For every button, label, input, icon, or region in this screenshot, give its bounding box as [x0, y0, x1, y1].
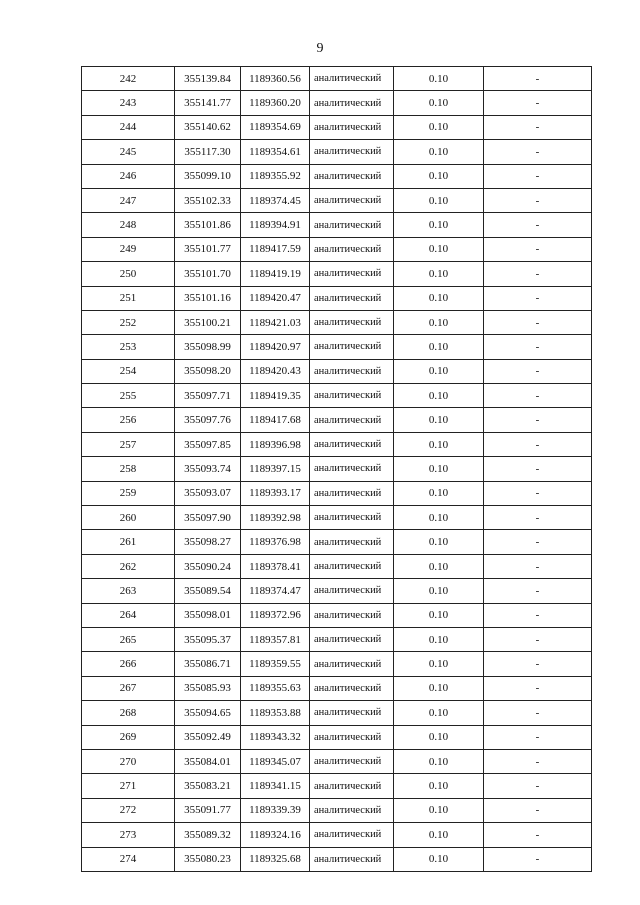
- table-row: [82, 140, 592, 164]
- y-coordinate-cell: 1189396.98: [241, 432, 310, 456]
- point-number-cell: 253: [82, 335, 175, 359]
- note-cell: -: [484, 579, 592, 603]
- table-row: [82, 701, 592, 725]
- point-number-cell: 264: [82, 603, 175, 627]
- point-number-cell: 257: [82, 432, 175, 456]
- point-number-cell: 251: [82, 286, 175, 310]
- accuracy-cell: 0.10: [394, 310, 484, 334]
- y-coordinate-cell: 1189374.45: [241, 188, 310, 212]
- x-coordinate-cell: 355098.20: [175, 359, 241, 383]
- x-coordinate-cell: 355102.33: [175, 188, 241, 212]
- note-cell: -: [484, 188, 592, 212]
- method-cell: аналитический: [310, 188, 394, 212]
- table-row: [82, 652, 592, 676]
- x-coordinate-cell: 355084.01: [175, 749, 241, 773]
- accuracy-cell: 0.10: [394, 384, 484, 408]
- y-coordinate-cell: 1189360.20: [241, 91, 310, 115]
- accuracy-cell: 0.10: [394, 408, 484, 432]
- coordinates-table: [81, 66, 592, 872]
- point-number-cell: 245: [82, 140, 175, 164]
- table-row: [82, 749, 592, 773]
- accuracy-cell: 0.10: [394, 262, 484, 286]
- y-coordinate-cell: 1189357.81: [241, 627, 310, 651]
- method-cell: аналитический: [310, 701, 394, 725]
- accuracy-cell: 0.10: [394, 481, 484, 505]
- accuracy-cell: 0.10: [394, 652, 484, 676]
- table-row: [82, 164, 592, 188]
- accuracy-cell: 0.10: [394, 749, 484, 773]
- table-row: [82, 506, 592, 530]
- method-cell: аналитический: [310, 237, 394, 261]
- note-cell: -: [484, 603, 592, 627]
- x-coordinate-cell: 355095.37: [175, 627, 241, 651]
- y-coordinate-cell: 1189378.41: [241, 554, 310, 578]
- y-coordinate-cell: 1189354.69: [241, 115, 310, 139]
- table-row: [82, 262, 592, 286]
- table-row: [82, 286, 592, 310]
- point-number-cell: 267: [82, 676, 175, 700]
- note-cell: -: [484, 91, 592, 115]
- accuracy-cell: 0.10: [394, 286, 484, 310]
- method-cell: аналитический: [310, 554, 394, 578]
- x-coordinate-cell: 355086.71: [175, 652, 241, 676]
- table-row: [82, 725, 592, 749]
- point-number-cell: 250: [82, 262, 175, 286]
- accuracy-cell: 0.10: [394, 603, 484, 627]
- point-number-cell: 248: [82, 213, 175, 237]
- note-cell: -: [484, 432, 592, 456]
- note-cell: -: [484, 310, 592, 334]
- point-number-cell: 272: [82, 798, 175, 822]
- accuracy-cell: 0.10: [394, 164, 484, 188]
- coordinates-table-body: [82, 67, 592, 872]
- note-cell: -: [484, 725, 592, 749]
- y-coordinate-cell: 1189394.91: [241, 213, 310, 237]
- method-cell: аналитический: [310, 481, 394, 505]
- method-cell: аналитический: [310, 140, 394, 164]
- note-cell: -: [484, 140, 592, 164]
- method-cell: аналитический: [310, 627, 394, 651]
- y-coordinate-cell: 1189420.43: [241, 359, 310, 383]
- accuracy-cell: 0.10: [394, 91, 484, 115]
- note-cell: -: [484, 652, 592, 676]
- method-cell: аналитический: [310, 823, 394, 847]
- note-cell: -: [484, 774, 592, 798]
- y-coordinate-cell: 1189339.39: [241, 798, 310, 822]
- table-row: [82, 579, 592, 603]
- note-cell: -: [484, 408, 592, 432]
- note-cell: -: [484, 115, 592, 139]
- y-coordinate-cell: 1189376.98: [241, 530, 310, 554]
- x-coordinate-cell: 355098.99: [175, 335, 241, 359]
- method-cell: аналитический: [310, 115, 394, 139]
- table-row: [82, 115, 592, 139]
- y-coordinate-cell: 1189392.98: [241, 506, 310, 530]
- point-number-cell: 262: [82, 554, 175, 578]
- x-coordinate-cell: 355093.07: [175, 481, 241, 505]
- y-coordinate-cell: 1189354.61: [241, 140, 310, 164]
- y-coordinate-cell: 1189420.47: [241, 286, 310, 310]
- table-row: [82, 798, 592, 822]
- note-cell: -: [484, 213, 592, 237]
- table-row: [82, 384, 592, 408]
- method-cell: аналитический: [310, 286, 394, 310]
- accuracy-cell: 0.10: [394, 725, 484, 749]
- accuracy-cell: 0.10: [394, 530, 484, 554]
- note-cell: -: [484, 164, 592, 188]
- x-coordinate-cell: 355139.84: [175, 67, 241, 91]
- note-cell: -: [484, 847, 592, 871]
- accuracy-cell: 0.10: [394, 115, 484, 139]
- y-coordinate-cell: 1189417.59: [241, 237, 310, 261]
- method-cell: аналитический: [310, 310, 394, 334]
- table-row: [82, 310, 592, 334]
- accuracy-cell: 0.10: [394, 359, 484, 383]
- note-cell: -: [484, 627, 592, 651]
- x-coordinate-cell: 355098.27: [175, 530, 241, 554]
- table-row: [82, 237, 592, 261]
- y-coordinate-cell: 1189355.63: [241, 676, 310, 700]
- table-row: [82, 774, 592, 798]
- method-cell: аналитический: [310, 676, 394, 700]
- method-cell: аналитический: [310, 774, 394, 798]
- method-cell: аналитический: [310, 506, 394, 530]
- method-cell: аналитический: [310, 457, 394, 481]
- x-coordinate-cell: 355098.01: [175, 603, 241, 627]
- x-coordinate-cell: 355101.86: [175, 213, 241, 237]
- note-cell: -: [484, 749, 592, 773]
- note-cell: -: [484, 335, 592, 359]
- note-cell: -: [484, 359, 592, 383]
- method-cell: аналитический: [310, 530, 394, 554]
- y-coordinate-cell: 1189345.07: [241, 749, 310, 773]
- point-number-cell: 260: [82, 506, 175, 530]
- y-coordinate-cell: 1189419.35: [241, 384, 310, 408]
- y-coordinate-cell: 1189421.03: [241, 310, 310, 334]
- accuracy-cell: 0.10: [394, 676, 484, 700]
- accuracy-cell: 0.10: [394, 774, 484, 798]
- y-coordinate-cell: 1189374.47: [241, 579, 310, 603]
- y-coordinate-cell: 1189341.15: [241, 774, 310, 798]
- method-cell: аналитический: [310, 408, 394, 432]
- note-cell: -: [484, 554, 592, 578]
- x-coordinate-cell: 355117.30: [175, 140, 241, 164]
- y-coordinate-cell: 1189324.16: [241, 823, 310, 847]
- method-cell: аналитический: [310, 798, 394, 822]
- method-cell: аналитический: [310, 213, 394, 237]
- point-number-cell: 256: [82, 408, 175, 432]
- method-cell: аналитический: [310, 67, 394, 91]
- x-coordinate-cell: 355141.77: [175, 91, 241, 115]
- note-cell: -: [484, 798, 592, 822]
- point-number-cell: 255: [82, 384, 175, 408]
- accuracy-cell: 0.10: [394, 554, 484, 578]
- x-coordinate-cell: 355140.62: [175, 115, 241, 139]
- y-coordinate-cell: 1189419.19: [241, 262, 310, 286]
- point-number-cell: 269: [82, 725, 175, 749]
- y-coordinate-cell: 1189372.96: [241, 603, 310, 627]
- x-coordinate-cell: 355085.93: [175, 676, 241, 700]
- point-number-cell: 268: [82, 701, 175, 725]
- accuracy-cell: 0.10: [394, 432, 484, 456]
- point-number-cell: 263: [82, 579, 175, 603]
- point-number-cell: 249: [82, 237, 175, 261]
- x-coordinate-cell: 355097.90: [175, 506, 241, 530]
- y-coordinate-cell: 1189397.15: [241, 457, 310, 481]
- note-cell: -: [484, 481, 592, 505]
- table-row: [82, 91, 592, 115]
- x-coordinate-cell: 355093.74: [175, 457, 241, 481]
- accuracy-cell: 0.10: [394, 140, 484, 164]
- accuracy-cell: 0.10: [394, 847, 484, 871]
- table-row: [82, 481, 592, 505]
- note-cell: -: [484, 67, 592, 91]
- note-cell: -: [484, 237, 592, 261]
- table-row: [82, 188, 592, 212]
- table-row: [82, 823, 592, 847]
- method-cell: аналитический: [310, 164, 394, 188]
- table-row: [82, 554, 592, 578]
- method-cell: аналитический: [310, 749, 394, 773]
- method-cell: аналитический: [310, 652, 394, 676]
- method-cell: аналитический: [310, 847, 394, 871]
- x-coordinate-cell: 355100.21: [175, 310, 241, 334]
- method-cell: аналитический: [310, 725, 394, 749]
- accuracy-cell: 0.10: [394, 798, 484, 822]
- x-coordinate-cell: 355083.21: [175, 774, 241, 798]
- note-cell: -: [484, 530, 592, 554]
- x-coordinate-cell: 355101.70: [175, 262, 241, 286]
- page-number: 9: [316, 41, 324, 56]
- x-coordinate-cell: 355080.23: [175, 847, 241, 871]
- x-coordinate-cell: 355099.10: [175, 164, 241, 188]
- accuracy-cell: 0.10: [394, 188, 484, 212]
- accuracy-cell: 0.10: [394, 627, 484, 651]
- method-cell: аналитический: [310, 579, 394, 603]
- point-number-cell: 270: [82, 749, 175, 773]
- accuracy-cell: 0.10: [394, 457, 484, 481]
- y-coordinate-cell: 1189325.68: [241, 847, 310, 871]
- x-coordinate-cell: 355094.65: [175, 701, 241, 725]
- method-cell: аналитический: [310, 432, 394, 456]
- point-number-cell: 261: [82, 530, 175, 554]
- note-cell: -: [484, 457, 592, 481]
- method-cell: аналитический: [310, 384, 394, 408]
- note-cell: -: [484, 676, 592, 700]
- note-cell: -: [484, 506, 592, 530]
- method-cell: аналитический: [310, 91, 394, 115]
- table-row: [82, 67, 592, 91]
- x-coordinate-cell: 355101.16: [175, 286, 241, 310]
- accuracy-cell: 0.10: [394, 237, 484, 261]
- table-row: [82, 335, 592, 359]
- accuracy-cell: 0.10: [394, 701, 484, 725]
- y-coordinate-cell: 1189359.55: [241, 652, 310, 676]
- x-coordinate-cell: 355091.77: [175, 798, 241, 822]
- x-coordinate-cell: 355101.77: [175, 237, 241, 261]
- point-number-cell: 259: [82, 481, 175, 505]
- accuracy-cell: 0.10: [394, 579, 484, 603]
- accuracy-cell: 0.10: [394, 67, 484, 91]
- note-cell: -: [484, 384, 592, 408]
- point-number-cell: 247: [82, 188, 175, 212]
- x-coordinate-cell: 355097.71: [175, 384, 241, 408]
- point-number-cell: 246: [82, 164, 175, 188]
- method-cell: аналитический: [310, 335, 394, 359]
- table-row: [82, 530, 592, 554]
- x-coordinate-cell: 355092.49: [175, 725, 241, 749]
- point-number-cell: 243: [82, 91, 175, 115]
- table-row: [82, 359, 592, 383]
- accuracy-cell: 0.10: [394, 506, 484, 530]
- y-coordinate-cell: 1189420.97: [241, 335, 310, 359]
- x-coordinate-cell: 355097.76: [175, 408, 241, 432]
- y-coordinate-cell: 1189353.88: [241, 701, 310, 725]
- y-coordinate-cell: 1189355.92: [241, 164, 310, 188]
- accuracy-cell: 0.10: [394, 823, 484, 847]
- point-number-cell: 266: [82, 652, 175, 676]
- note-cell: -: [484, 286, 592, 310]
- note-cell: -: [484, 262, 592, 286]
- table-row: [82, 627, 592, 651]
- point-number-cell: 258: [82, 457, 175, 481]
- table-row: [82, 847, 592, 871]
- table-row: [82, 457, 592, 481]
- x-coordinate-cell: 355097.85: [175, 432, 241, 456]
- method-cell: аналитический: [310, 603, 394, 627]
- point-number-cell: 244: [82, 115, 175, 139]
- point-number-cell: 254: [82, 359, 175, 383]
- y-coordinate-cell: 1189360.56: [241, 67, 310, 91]
- method-cell: аналитический: [310, 359, 394, 383]
- accuracy-cell: 0.10: [394, 213, 484, 237]
- table-row: [82, 603, 592, 627]
- point-number-cell: 242: [82, 67, 175, 91]
- y-coordinate-cell: 1189417.68: [241, 408, 310, 432]
- method-cell: аналитический: [310, 262, 394, 286]
- note-cell: -: [484, 701, 592, 725]
- point-number-cell: 271: [82, 774, 175, 798]
- point-number-cell: 252: [82, 310, 175, 334]
- point-number-cell: 273: [82, 823, 175, 847]
- x-coordinate-cell: 355089.54: [175, 579, 241, 603]
- accuracy-cell: 0.10: [394, 335, 484, 359]
- table-row: [82, 432, 592, 456]
- y-coordinate-cell: 1189393.17: [241, 481, 310, 505]
- point-number-cell: 265: [82, 627, 175, 651]
- table-row: [82, 676, 592, 700]
- y-coordinate-cell: 1189343.32: [241, 725, 310, 749]
- x-coordinate-cell: 355089.32: [175, 823, 241, 847]
- table-row: [82, 213, 592, 237]
- note-cell: -: [484, 823, 592, 847]
- point-number-cell: 274: [82, 847, 175, 871]
- x-coordinate-cell: 355090.24: [175, 554, 241, 578]
- table-row: [82, 408, 592, 432]
